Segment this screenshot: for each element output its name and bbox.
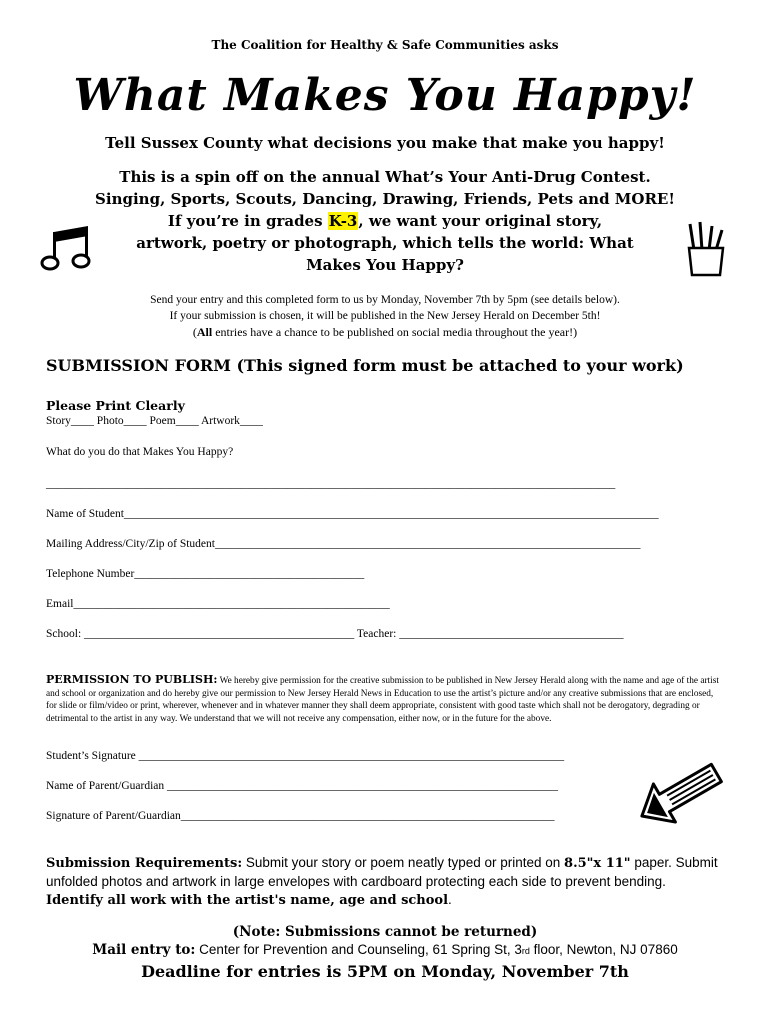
identify-instruction: Identify all work with the artist's name, age and school (46, 893, 449, 908)
mail-rd: rd (521, 946, 530, 956)
send-line-2: If your submission is chosen, it will be published in the New Jersey Herald on December 5th! (169, 310, 601, 322)
requirements-text-2: paper. Submit unfolded photos and artwork in large envelopes with cardboard protecting each side to prevent bending. (46, 855, 718, 889)
mail-address-pre: Center for Prevention and Counseling, 61 Spring St, 3 (195, 942, 522, 957)
intro-line-1: This is a spin off on the annual What’s Your Anti-Drug Contest. (119, 168, 651, 186)
submission-requirements (46, 854, 726, 910)
arrow-icon (632, 762, 728, 826)
form-heading: SUBMISSION FORM (This signed form must be attached to your work) (46, 356, 684, 375)
permission-paragraph (46, 674, 726, 725)
send-line-3: (All entries have a chance to be published on social media throughout the year!) (192, 325, 578, 339)
requirements-text-1: Submit your story or poem neatly typed or printed on (242, 855, 565, 870)
org-line: The Coalition for Healthy & Safe Communities asks (211, 38, 559, 52)
send-line-3-rest: entries have a chance to be published on social media throughout the year! (212, 325, 574, 339)
permission-label: PERMISSION TO PUBLISH: (46, 673, 218, 686)
return-note: (Note: Submissions cannot be returned) (232, 924, 538, 940)
parent-signature-field[interactable]: Signature of Parent/Guardian_________________________________________________________________ (46, 810, 555, 822)
music-notes-icon (40, 222, 100, 274)
requirements-label: Submission Requirements: (46, 856, 243, 871)
entry-type-field[interactable]: Story____ Photo____ Poem____ Artwork____ (46, 415, 263, 427)
question-answer-line[interactable]: ___________________________________________________________________________________________________ (46, 478, 616, 490)
intro-line-2: Singing, Sports, Scouts, Dancing, Drawing, Friends, Pets and MORE! (95, 190, 675, 208)
grades-highlight: K-3 (328, 212, 358, 230)
intro-grades-pre: If you’re in grades (167, 212, 328, 230)
telephone-field[interactable]: Telephone Number________________________________________ (46, 568, 365, 580)
mailing-address-field[interactable]: Mailing Address/City/Zip of Student__________________________________________________________________________ (46, 538, 641, 550)
mail-address-post: floor, Newton, NJ 07860 (529, 942, 678, 957)
send-all-bold: All (196, 325, 213, 339)
intro-grades-post: , we want your original story, (358, 212, 603, 230)
parent-name-field[interactable]: Name of Parent/Guardian ____________________________________________________________________ (46, 780, 559, 792)
student-signature-field[interactable]: Student’s Signature __________________________________________________________________________ (46, 750, 565, 762)
student-name-field[interactable]: Name of Student_____________________________________________________________________________________________ (46, 508, 659, 520)
requirements-end: . (448, 892, 452, 907)
pencil-cup-icon (684, 220, 728, 278)
page-title: What Makes You Happy! (73, 70, 697, 121)
intro-line-4: artwork, poetry or photograph, which tells the world: What (136, 234, 634, 252)
intro-line-3 (0, 210, 770, 232)
school-teacher-field[interactable]: School: _______________________________________________ Teacher: _______________________________________ (46, 628, 624, 640)
paper-size: 8.5"x 11" (564, 856, 631, 871)
deadline: Deadline for entries is 5PM on Monday, November 7th (141, 962, 629, 981)
email-field[interactable]: Email_______________________________________________________ (46, 598, 390, 610)
permission-text: We hereby give permission for the creative submission to be published in New Jersey Herald along with the name and age of the artist and school or organization and do hereby give our permission to New Jersey Herald News in Education to use the artist’s picture and/or any creative submissions that are enclosed, for slide or film/video or print, wherever, whenever and in whatever manner they shall deem appropriate, consistent with good taste which shall not be derogatory, degrading or detrimental to the artist in any way. We understand that we will not receive any compensation, either now, or in the future for the above. (46, 676, 719, 724)
send-line-1: Send your entry and this completed form to us by Monday, November 7th by 5pm (see details below). (150, 294, 620, 306)
tagline: Tell Sussex County what decisions you make that make you happy! (105, 134, 665, 152)
print-clearly-label: Please Print Clearly (46, 398, 185, 413)
mail-label: Mail entry to: (92, 942, 196, 958)
mail-entry-line (0, 942, 770, 958)
intro-line-5: Makes You Happy? (306, 256, 464, 274)
question-label: What do you do that Makes You Happy? (46, 446, 234, 458)
